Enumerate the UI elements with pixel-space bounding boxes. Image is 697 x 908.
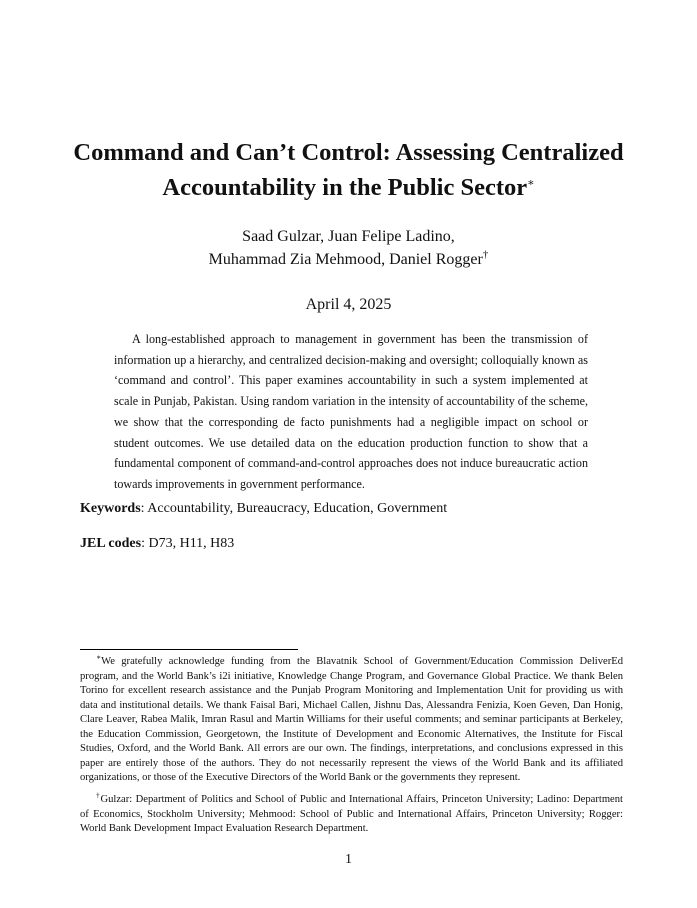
footnote-affiliations — [80, 790, 623, 837]
title-footnote-mark: ∗ — [527, 176, 535, 189]
keywords-value: : Accountability, Bureaucracy, Education, Government — [140, 501, 448, 516]
title-line-1: Command and Can’t Control: Assessing Centralized — [73, 139, 624, 166]
authors-line-1 — [40, 225, 657, 248]
authors-line-2 — [40, 248, 657, 271]
page-number: 1 — [345, 852, 352, 867]
footnote-2-text: Gulzar: Department of Politics and School of Public and International Affairs, Princeton University; Ladino: Department of Economics, Stockholm University; Mehmood: School of Public and International Affairs, Princeton University; Rogger: World Bank Development Impact Evaluation Research Department. — [80, 794, 623, 834]
paper-date: April 4, 2025 — [305, 296, 392, 313]
authors-footnote-mark: † — [482, 248, 489, 261]
authors-line-1-text: Saad Gulzar, Juan Felipe Ladino, — [242, 228, 455, 245]
authors-line-2-text: Muhammad Zia Mehmood, Daniel Rogger — [208, 251, 483, 268]
footnote-2-mark: † — [96, 790, 101, 800]
paper-title — [40, 135, 657, 205]
jel-codes — [80, 535, 234, 553]
footnote-acknowledgements — [80, 652, 623, 786]
footnote-1-text: We gratefully acknowledge funding from the Blavatnik School of Government/Education Commission DeliverEd program, and the World Bank’s i2i initiative, Knowledge Change Program, and Governance Global Practice. We thank Belen Torino for excellent research assistance and the Punjab Program Monitoring and Implementation Unit for providing us with data and institutional details. We thank Faisal Bari, Michael Callen, Jishnu Das, Alessandra Fenizia, Koen Geven, Dan Honig, Clare Leaver, Rabea Malik, Imran Rasul and Martin Williams for their useful comments; and seminar participants at Berkeley, the Education Commission, Georgetown, the Institute of Development and Economic Alternatives, the Institute for Fiscal Studies, Oxford, and the World Bank. All errors are our own. The findings, interpretations, and conclusions expressed in this paper are entirely those of the authors. They do not necessarily represent the views of the World Bank and its affiliated organizations, or those of the Executive Directors of the World Bank or the governments they represent. — [80, 656, 623, 783]
jel-value: : D73, H11, H83 — [141, 536, 235, 551]
footnote-divider — [80, 649, 298, 650]
title-line-2: Accountability in the Public Sector — [162, 174, 528, 201]
keywords-label: Keywords — [80, 501, 141, 516]
keywords — [80, 500, 447, 518]
jel-label: JEL codes — [80, 536, 142, 551]
abstract: A long-established approach to management in government has been the transmission of information up a hierarchy, and centralized decision-making and oversight; colloquially known as ‘command and control’. This paper examines accountability in such a system implemented at scale in Punjab, Pakistan. Using random variation in the intensity of accountability of the scheme, we show that the corresponding de facto punishments had a negligible impact on school or student outcomes. We use detailed data on the education production function to show that a fundamental component of command-and-control approaches does not induce bureaucratic action towards improvements in government performance. — [114, 332, 588, 491]
footnote-1-mark: ∗ — [96, 652, 102, 662]
